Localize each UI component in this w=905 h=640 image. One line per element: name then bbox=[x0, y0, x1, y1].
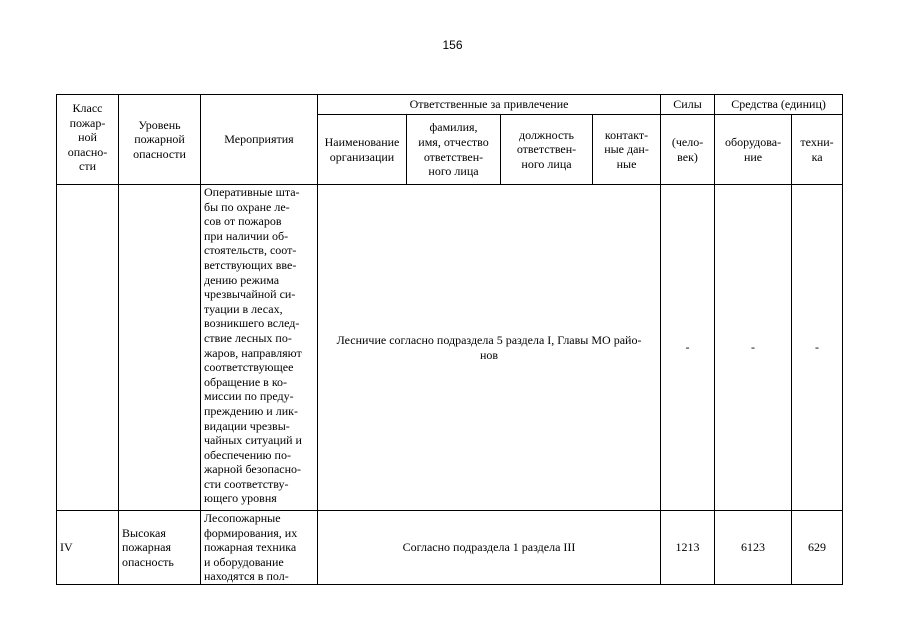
row-responsible: Лесничие согласно подраздела 5 раздела I, Главы МО райо- нов bbox=[318, 185, 661, 511]
header-forces: Силы bbox=[661, 95, 715, 115]
header-people: (чело- век) bbox=[661, 115, 715, 185]
row-equipment: 6123 bbox=[715, 511, 792, 585]
header-org-name: Наименование организации bbox=[318, 115, 407, 185]
table-row bbox=[57, 185, 843, 511]
header-means: Средства (единиц) bbox=[715, 95, 843, 115]
header-full-name: фамилия, имя, отчество ответствен- ного лица bbox=[407, 115, 501, 185]
fire-danger-table bbox=[56, 94, 843, 585]
row-measures: Лесопожарные формирования, их пожарная техника и оборудование находятся в пол- bbox=[201, 511, 318, 585]
header-contacts: контакт- ные дан- ные bbox=[593, 115, 661, 185]
row-people: 1213 bbox=[661, 511, 715, 585]
row-class bbox=[57, 185, 119, 511]
row-level bbox=[119, 185, 201, 511]
header-equipment: оборудова- ние bbox=[715, 115, 792, 185]
header-machinery: техни- ка bbox=[792, 115, 843, 185]
header-measures: Мероприятия bbox=[201, 95, 318, 185]
table-row bbox=[57, 511, 843, 585]
header-position: должность ответствен- ного лица bbox=[501, 115, 593, 185]
row-class: IV bbox=[57, 511, 119, 585]
header-class: Класс пожар- ной опасно- сти bbox=[57, 95, 119, 185]
row-responsible: Согласно подраздела 1 раздела III bbox=[318, 511, 661, 585]
row-equipment: - bbox=[715, 185, 792, 511]
row-people: - bbox=[661, 185, 715, 511]
row-machinery: - bbox=[792, 185, 843, 511]
row-level: Высокая пожарная опасность bbox=[119, 511, 201, 585]
header-level: Уровень пожарной опасности bbox=[119, 95, 201, 185]
header-responsible: Ответственные за привлечение bbox=[318, 95, 661, 115]
row-machinery: 629 bbox=[792, 511, 843, 585]
page-number: 156 bbox=[442, 38, 463, 52]
row-measures: Оперативные шта- бы по охране ле- сов от пожаров при наличии об- стоятельств, соот- ветствующих вве- дению режима чрезвычайной си- туации в лесах, возникшего вслед- ствие лесных по- жаров, направляют соответствующее обращение в ко- миссии по преду- преждению и лик- видации чрезвы- чайных ситуаций и обеспечению по- жарной безопасно- сти соответству- ющего уровня bbox=[201, 185, 318, 511]
